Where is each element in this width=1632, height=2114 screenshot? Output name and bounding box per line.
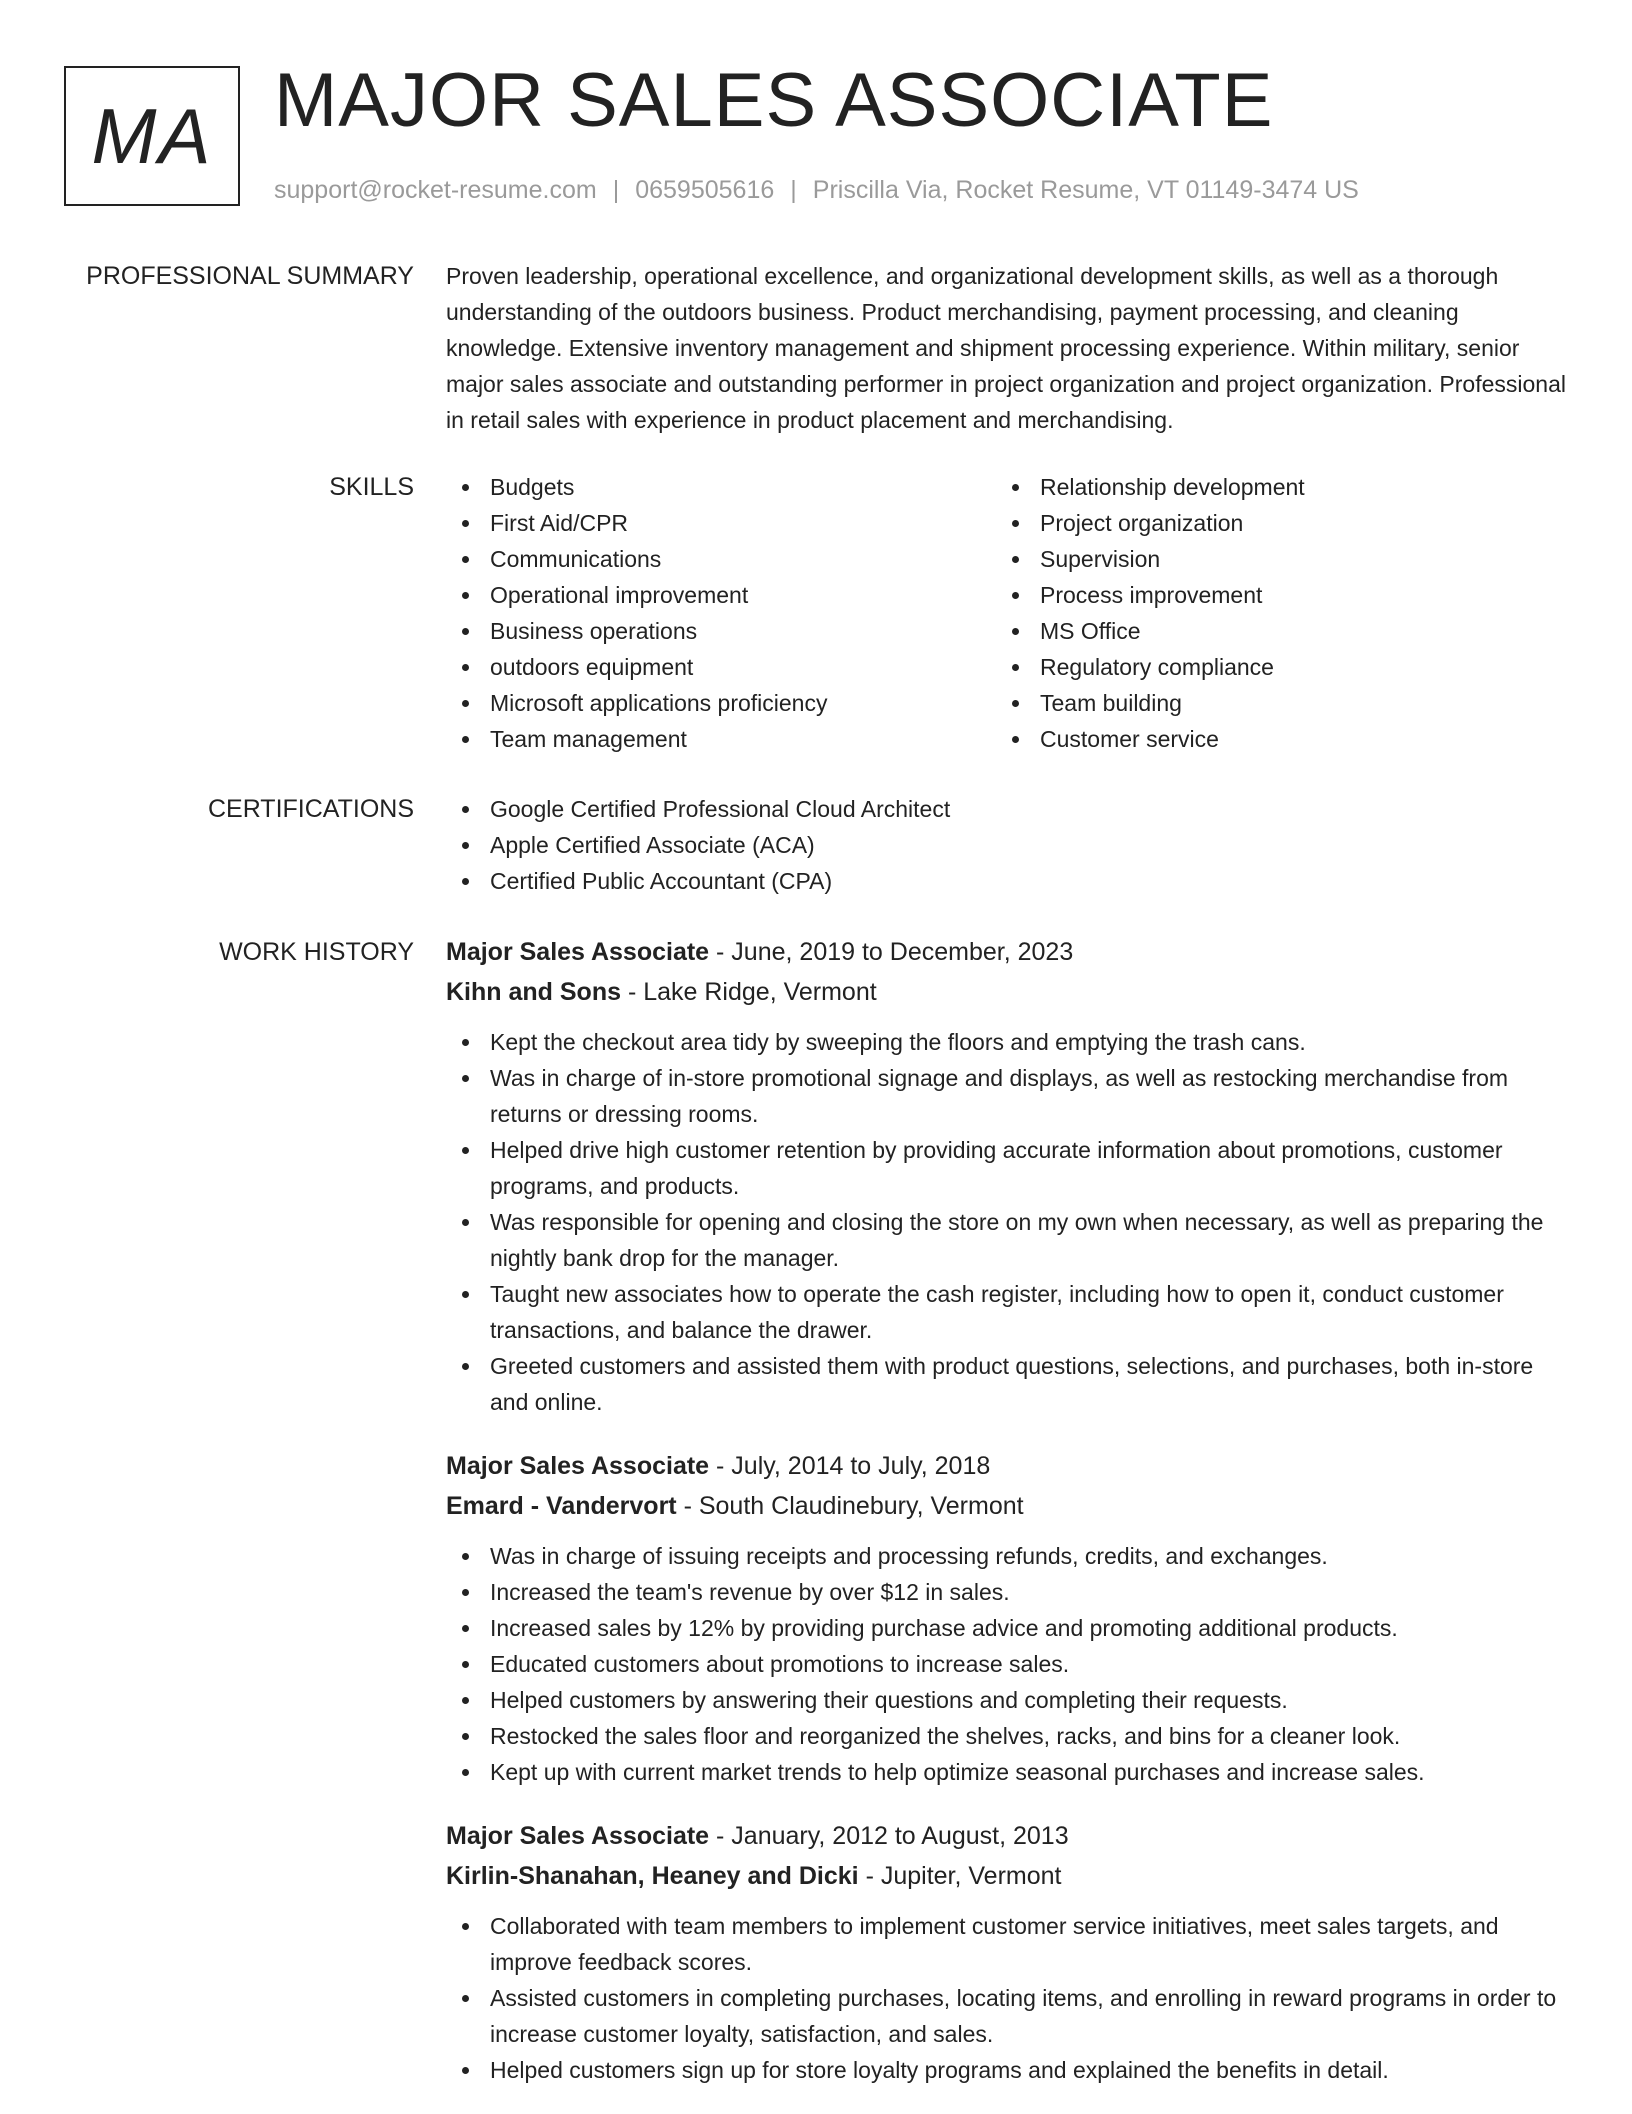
- contact-address: Priscilla Via, Rocket Resume, VT 01149-3474 US: [812, 176, 1359, 204]
- section-label-work-history: WORK HISTORY: [219, 938, 414, 966]
- job-title-line: [446, 1816, 1566, 1856]
- skills-list-left: [446, 469, 996, 757]
- list-item: Educated customers about promotions to increase sales.: [446, 1646, 1566, 1682]
- list-item: Kept the checkout area tidy by sweeping the floors and emptying the trash cans.: [446, 1024, 1566, 1060]
- skills-grid: [446, 469, 1566, 757]
- contact-separator: |: [612, 176, 620, 204]
- job-company: Emard - Vandervort: [446, 1492, 677, 1520]
- list-item: Kept up with current market trends to help optimize seasonal purchases and increase sales.: [446, 1754, 1566, 1790]
- certifications-section: [446, 791, 1566, 899]
- section-label-summary: PROFESSIONAL SUMMARY: [86, 262, 414, 290]
- job-title: Major Sales Associate: [446, 1822, 710, 1850]
- job-location: - South Claudinebury, Vermont: [676, 1492, 1024, 1520]
- job-title: Major Sales Associate: [446, 1452, 710, 1480]
- list-item: Process improvement: [996, 577, 1546, 613]
- section-label-certifications: CERTIFICATIONS: [207, 795, 414, 823]
- job-dates: - July, 2014 to July, 2018: [709, 1452, 991, 1480]
- job-location: - Lake Ridge, Vermont: [621, 978, 877, 1006]
- job-company: Kihn and Sons: [446, 978, 621, 1006]
- job-location: - Jupiter, Vermont: [858, 1862, 1062, 1890]
- list-item: First Aid/CPR: [446, 505, 996, 541]
- job-title-line: [446, 1446, 1566, 1486]
- certifications-list: [446, 791, 1566, 899]
- list-item: Taught new associates how to operate the cash register, including how to open it, conduct customer transactions, and balance the drawer.: [446, 1276, 1566, 1348]
- job-title: Major Sales Associate: [446, 938, 710, 966]
- job-entry: [446, 1446, 1566, 1790]
- job-company-line: [446, 1856, 1566, 1896]
- list-item: Was in charge of in-store promotional signage and displays, as well as restocking merchandise from returns or dressing rooms.: [446, 1060, 1566, 1132]
- contact-phone[interactable]: 0659505616: [635, 176, 775, 204]
- list-item: Helped customers by answering their questions and completing their requests.: [446, 1682, 1566, 1718]
- list-item: Helped drive high customer retention by providing accurate information about promotions, customer programs, and products.: [446, 1132, 1566, 1204]
- job-company-line: [446, 972, 1566, 1012]
- summary-section: [446, 258, 1566, 438]
- job-bullets: [446, 1908, 1566, 2088]
- job-company-line: [446, 1486, 1566, 1526]
- skills-section: [446, 469, 1566, 757]
- list-item: Relationship development: [996, 469, 1546, 505]
- list-item: Collaborated with team members to implement customer service initiatives, meet sales targets, and improve feedback scores.: [446, 1908, 1566, 1980]
- list-item: Regulatory compliance: [996, 649, 1546, 685]
- list-item: Apple Certified Associate (ACA): [446, 827, 1566, 863]
- job-dates: - January, 2012 to August, 2013: [709, 1822, 1069, 1850]
- monogram-box: [64, 66, 240, 206]
- job-bullets: [446, 1538, 1566, 1790]
- list-item: Business operations: [446, 613, 996, 649]
- list-item: outdoors equipment: [446, 649, 996, 685]
- list-item: Team management: [446, 721, 996, 757]
- resume-title: MAJOR SALES ASSOCIATE: [274, 58, 1274, 143]
- list-item: Restocked the sales floor and reorganized the shelves, racks, and bins for a cleaner look.: [446, 1718, 1566, 1754]
- list-item: Budgets: [446, 469, 996, 505]
- list-item: Was in charge of issuing receipts and processing refunds, credits, and exchanges.: [446, 1538, 1566, 1574]
- list-item: Microsoft applications proficiency: [446, 685, 996, 721]
- list-item: Team building: [996, 685, 1546, 721]
- monogram-initials: MA: [91, 91, 213, 180]
- list-item: Google Certified Professional Cloud Architect: [446, 791, 1566, 827]
- contact-line: [274, 172, 1359, 208]
- list-item: Project organization: [996, 505, 1546, 541]
- list-item: Increased sales by 12% by providing purchase advice and promoting additional products.: [446, 1610, 1566, 1646]
- list-item: Certified Public Accountant (CPA): [446, 863, 1566, 899]
- summary-text: Proven leadership, operational excellence, and organizational development skills, as well as a thorough understanding of the outdoors business. Product merchandising, payment processing, and cleaning knowledge. Extensive inventory management and shipment processing experience. Within military, senior major sales associate and outstanding performer in project organization and project organization. Professional in retail sales with experience in product placement and merchandising.: [446, 263, 1566, 433]
- section-label-skills: SKILLS: [329, 473, 414, 501]
- job-company: Kirlin-Shanahan, Heaney and Dicki: [446, 1862, 859, 1890]
- list-item: Increased the team's revenue by over $12 in sales.: [446, 1574, 1566, 1610]
- work-history-section: [446, 932, 1566, 2114]
- list-item: MS Office: [996, 613, 1546, 649]
- job-title-line: [446, 932, 1566, 972]
- job-dates: - June, 2019 to December, 2023: [709, 938, 1074, 966]
- list-item: Helped customers sign up for store loyalty programs and explained the benefits in detail.: [446, 2052, 1566, 2088]
- job-entry: [446, 932, 1566, 1420]
- list-item: Operational improvement: [446, 577, 996, 613]
- list-item: Assisted customers in completing purchases, locating items, and enrolling in reward programs in order to increase customer loyalty, satisfaction, and sales.: [446, 1980, 1566, 2052]
- list-item: Greeted customers and assisted them with product questions, selections, and purchases, both in-store and online.: [446, 1348, 1566, 1420]
- list-item: Supervision: [996, 541, 1546, 577]
- job-entry: [446, 1816, 1566, 2088]
- list-item: Was responsible for opening and closing the store on my own when necessary, as well as preparing the nightly bank drop for the manager.: [446, 1204, 1566, 1276]
- contact-email[interactable]: support@rocket-resume.com: [274, 176, 597, 204]
- skills-list-right: [996, 469, 1546, 757]
- list-item: Communications: [446, 541, 996, 577]
- list-item: Customer service: [996, 721, 1546, 757]
- contact-separator: |: [790, 176, 797, 204]
- job-bullets: [446, 1024, 1566, 1420]
